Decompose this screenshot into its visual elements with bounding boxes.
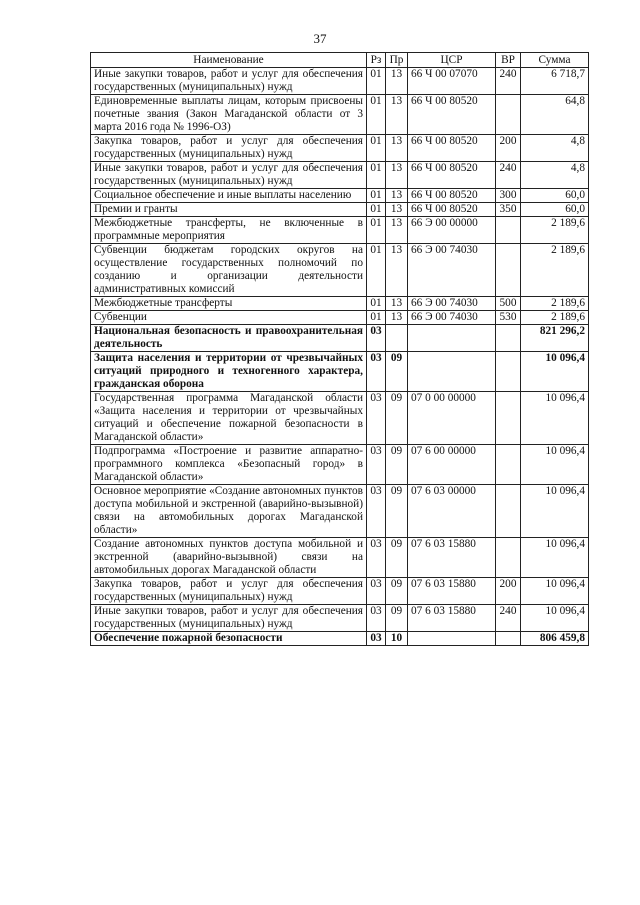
row-name: Национальная безопасность и правоохранительная деятельность (91, 325, 367, 352)
row-rz: 03 (367, 632, 386, 646)
row-vr (496, 244, 521, 297)
row-vr (496, 217, 521, 244)
row-pr: 09 (386, 578, 408, 605)
row-sum: 806 459,8 (521, 632, 589, 646)
row-name: Защита населения и территории от чрезвычайных ситуаций природного и техногенного характера, гражданская оборона (91, 352, 367, 392)
table-row (91, 244, 589, 297)
row-sum: 2 189,6 (521, 297, 589, 311)
row-pr: 09 (386, 445, 408, 485)
row-name: Иные закупки товаров, работ и услуг для обеспечения государственных (муниципальных) нужд (91, 68, 367, 95)
row-rz: 01 (367, 189, 386, 203)
row-name: Единовременные выплаты лицам, которым присвоены почетные звания (Закон Магаданской области от 3 марта 2016 года № 1996-ОЗ) (91, 95, 367, 135)
row-name: Премии и гранты (91, 203, 367, 217)
row-csr (408, 325, 496, 352)
row-vr: 200 (496, 135, 521, 162)
row-csr: 07 6 03 15880 (408, 605, 496, 632)
table-row (91, 95, 589, 135)
row-pr: 09 (386, 605, 408, 632)
header-rz: Рз (367, 53, 386, 68)
row-name: Закупка товаров, работ и услуг для обеспечения государственных (муниципальных) нужд (91, 135, 367, 162)
row-sum: 60,0 (521, 189, 589, 203)
row-vr (496, 538, 521, 578)
row-vr: 500 (496, 297, 521, 311)
row-vr (496, 325, 521, 352)
row-pr: 09 (386, 392, 408, 445)
table-row (91, 68, 589, 95)
row-name: Социальное обеспечение и иные выплаты населению (91, 189, 367, 203)
row-vr (496, 445, 521, 485)
header-sum: Сумма (521, 53, 589, 68)
row-sum: 10 096,4 (521, 352, 589, 392)
row-rz: 01 (367, 95, 386, 135)
row-csr: 66 Э 00 74030 (408, 244, 496, 297)
row-csr: 66 Э 00 74030 (408, 311, 496, 325)
row-rz: 03 (367, 485, 386, 538)
row-name: Субвенции бюджетам городских округов на осуществление государственных полномочий по созданию и организации деятельности административных комиссий (91, 244, 367, 297)
row-name: Иные закупки товаров, работ и услуг для обеспечения государственных (муниципальных) нужд (91, 162, 367, 189)
row-pr: 09 (386, 538, 408, 578)
row-pr: 13 (386, 244, 408, 297)
header-pr: Пр (386, 53, 408, 68)
row-vr: 200 (496, 578, 521, 605)
row-rz: 03 (367, 605, 386, 632)
row-rz: 01 (367, 297, 386, 311)
row-rz: 03 (367, 352, 386, 392)
row-pr: 09 (386, 485, 408, 538)
row-csr: 66 Ч 00 07070 (408, 68, 496, 95)
row-name: Обеспечение пожарной безопасности (91, 632, 367, 646)
row-vr: 240 (496, 605, 521, 632)
table-row (91, 325, 589, 352)
header-vr: ВР (496, 53, 521, 68)
row-rz: 03 (367, 325, 386, 352)
row-vr: 240 (496, 68, 521, 95)
row-vr (496, 392, 521, 445)
row-csr: 66 Ч 00 80520 (408, 135, 496, 162)
row-rz: 03 (367, 392, 386, 445)
row-csr (408, 632, 496, 646)
row-pr: 13 (386, 135, 408, 162)
row-csr: 66 Э 00 74030 (408, 297, 496, 311)
row-name: Создание автономных пунктов доступа мобильной и экстренной (аварийно-вызывной) связи на автомобильных дорогах Магаданской области (91, 538, 367, 578)
row-vr: 300 (496, 189, 521, 203)
row-rz: 03 (367, 538, 386, 578)
row-sum: 10 096,4 (521, 485, 589, 538)
row-name: Государственная программа Магаданской области «Защита населения и территории от чрезвычайных ситуаций и обеспечение пожарной безопасности в Магаданской области» (91, 392, 367, 445)
table-row (91, 311, 589, 325)
table-row (91, 538, 589, 578)
row-vr (496, 485, 521, 538)
row-rz: 01 (367, 135, 386, 162)
table-row (91, 392, 589, 445)
row-vr (496, 95, 521, 135)
table-row (91, 135, 589, 162)
row-csr: 66 Ч 00 80520 (408, 162, 496, 189)
row-pr: 13 (386, 297, 408, 311)
header-name: Наименование (91, 53, 367, 68)
row-sum: 10 096,4 (521, 605, 589, 632)
table-row (91, 485, 589, 538)
row-pr: 09 (386, 352, 408, 392)
row-vr: 350 (496, 203, 521, 217)
row-pr: 13 (386, 203, 408, 217)
row-pr: 13 (386, 68, 408, 95)
table-header-row (91, 53, 589, 68)
row-csr: 07 6 00 00000 (408, 445, 496, 485)
row-rz: 03 (367, 578, 386, 605)
row-sum: 2 189,6 (521, 311, 589, 325)
table-row (91, 217, 589, 244)
row-csr: 07 6 03 00000 (408, 485, 496, 538)
row-pr: 10 (386, 632, 408, 646)
row-name: Основное мероприятие «Создание автономных пунктов доступа мобильной и экстренной (аварийно-вызывной) связи на автомобильных дорогах Магаданской области» (91, 485, 367, 538)
row-sum: 10 096,4 (521, 538, 589, 578)
row-sum: 4,8 (521, 135, 589, 162)
row-vr (496, 632, 521, 646)
row-csr: 07 6 03 15880 (408, 578, 496, 605)
table-row (91, 203, 589, 217)
row-name: Иные закупки товаров, работ и услуг для обеспечения государственных (муниципальных) нужд (91, 605, 367, 632)
table-row (91, 162, 589, 189)
row-pr: 13 (386, 189, 408, 203)
row-name: Закупка товаров, работ и услуг для обеспечения государственных (муниципальных) нужд (91, 578, 367, 605)
row-sum: 4,8 (521, 162, 589, 189)
row-sum: 10 096,4 (521, 392, 589, 445)
row-name: Межбюджетные трансферты (91, 297, 367, 311)
row-rz: 01 (367, 311, 386, 325)
table-row (91, 352, 589, 392)
row-rz: 01 (367, 162, 386, 189)
row-name: Подпрограмма «Построение и развитие аппаратно-программного комплекса «Безопасный город» в Магаданской области» (91, 445, 367, 485)
page-number: 37 (313, 31, 327, 46)
table-body (91, 68, 589, 646)
row-sum: 10 096,4 (521, 578, 589, 605)
row-vr: 530 (496, 311, 521, 325)
budget-table (90, 52, 589, 646)
row-csr: 66 Ч 00 80520 (408, 203, 496, 217)
row-pr: 13 (386, 217, 408, 244)
row-rz: 03 (367, 445, 386, 485)
header-csr: ЦСР (408, 53, 496, 68)
row-csr: 07 6 03 15880 (408, 538, 496, 578)
row-sum: 2 189,6 (521, 244, 589, 297)
row-vr: 240 (496, 162, 521, 189)
row-sum: 2 189,6 (521, 217, 589, 244)
row-sum: 10 096,4 (521, 445, 589, 485)
row-csr (408, 352, 496, 392)
table-row (91, 632, 589, 646)
row-name: Межбюджетные трансферты, не включенные в программные мероприятия (91, 217, 367, 244)
table-row (91, 445, 589, 485)
table-row (91, 605, 589, 632)
row-sum: 821 296,2 (521, 325, 589, 352)
row-rz: 01 (367, 68, 386, 95)
row-pr: 13 (386, 311, 408, 325)
row-name: Субвенции (91, 311, 367, 325)
row-csr: 66 Э 00 00000 (408, 217, 496, 244)
table-row (91, 189, 589, 203)
table-row (91, 297, 589, 311)
row-pr: 13 (386, 162, 408, 189)
row-csr: 66 Ч 00 80520 (408, 95, 496, 135)
row-pr (386, 325, 408, 352)
row-pr: 13 (386, 95, 408, 135)
row-sum: 6 718,7 (521, 68, 589, 95)
row-rz: 01 (367, 244, 386, 297)
row-rz: 01 (367, 203, 386, 217)
row-csr: 66 Ч 00 80520 (408, 189, 496, 203)
row-csr: 07 0 00 00000 (408, 392, 496, 445)
table-row (91, 578, 589, 605)
row-rz: 01 (367, 217, 386, 244)
row-vr (496, 352, 521, 392)
row-sum: 60,0 (521, 203, 589, 217)
row-sum: 64,8 (521, 95, 589, 135)
